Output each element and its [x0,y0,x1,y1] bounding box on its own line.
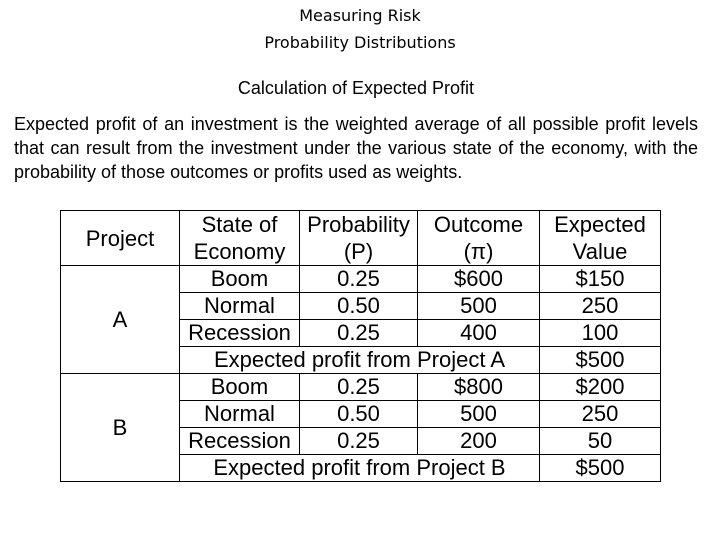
state-cell: Normal [180,293,300,320]
expected-profit-table [60,210,661,482]
page-subtitle: Probability Distributions [264,33,456,52]
section-heading: Calculation of Expected Profit [237,78,475,98]
total-label: Expected profit from Project A [180,347,540,374]
probability-cell: 0.25 [300,374,418,401]
probability-cell: 0.25 [300,266,418,293]
state-cell: Boom [180,374,300,401]
table-row [61,266,661,293]
intro-paragraph: Expected profit of an investment is the weighted average of all possible profit levels that can result from the investment under the various state of the economy, with the probability of those outcomes or profits used as weights. [14,114,698,182]
table-header-row [61,211,661,266]
outcome-cell: $600 [418,266,540,293]
page-title: Measuring Risk [299,6,421,25]
project-name: B [61,374,180,482]
expected-value-cell: 250 [540,293,661,320]
state-cell: Recession [180,320,300,347]
expected-value-cell: 50 [540,428,661,455]
header-probability: Probability (P) [300,211,418,266]
outcome-cell: 400 [418,320,540,347]
state-cell: Recession [180,428,300,455]
probability-cell: 0.50 [300,293,418,320]
outcome-cell: 200 [418,428,540,455]
probability-cell: 0.25 [300,428,418,455]
header-project: Project [61,211,180,266]
probability-cell: 0.25 [300,320,418,347]
state-cell: Boom [180,266,300,293]
header-outcome: Outcome (π) [418,211,540,266]
project-name: A [61,266,180,374]
expected-value-cell: $200 [540,374,661,401]
outcome-cell: $800 [418,374,540,401]
table-row [61,374,661,401]
total-label: Expected profit from Project B [180,455,540,482]
header-expected-value: Expected Value [540,211,661,266]
outcome-cell: 500 [418,293,540,320]
state-cell: Normal [180,401,300,428]
total-value: $500 [540,347,661,374]
header-state: State of Economy [180,211,300,266]
probability-cell: 0.50 [300,401,418,428]
expected-value-cell: $150 [540,266,661,293]
expected-value-cell: 100 [540,320,661,347]
total-value: $500 [540,455,661,482]
expected-value-cell: 250 [540,401,661,428]
outcome-cell: 500 [418,401,540,428]
